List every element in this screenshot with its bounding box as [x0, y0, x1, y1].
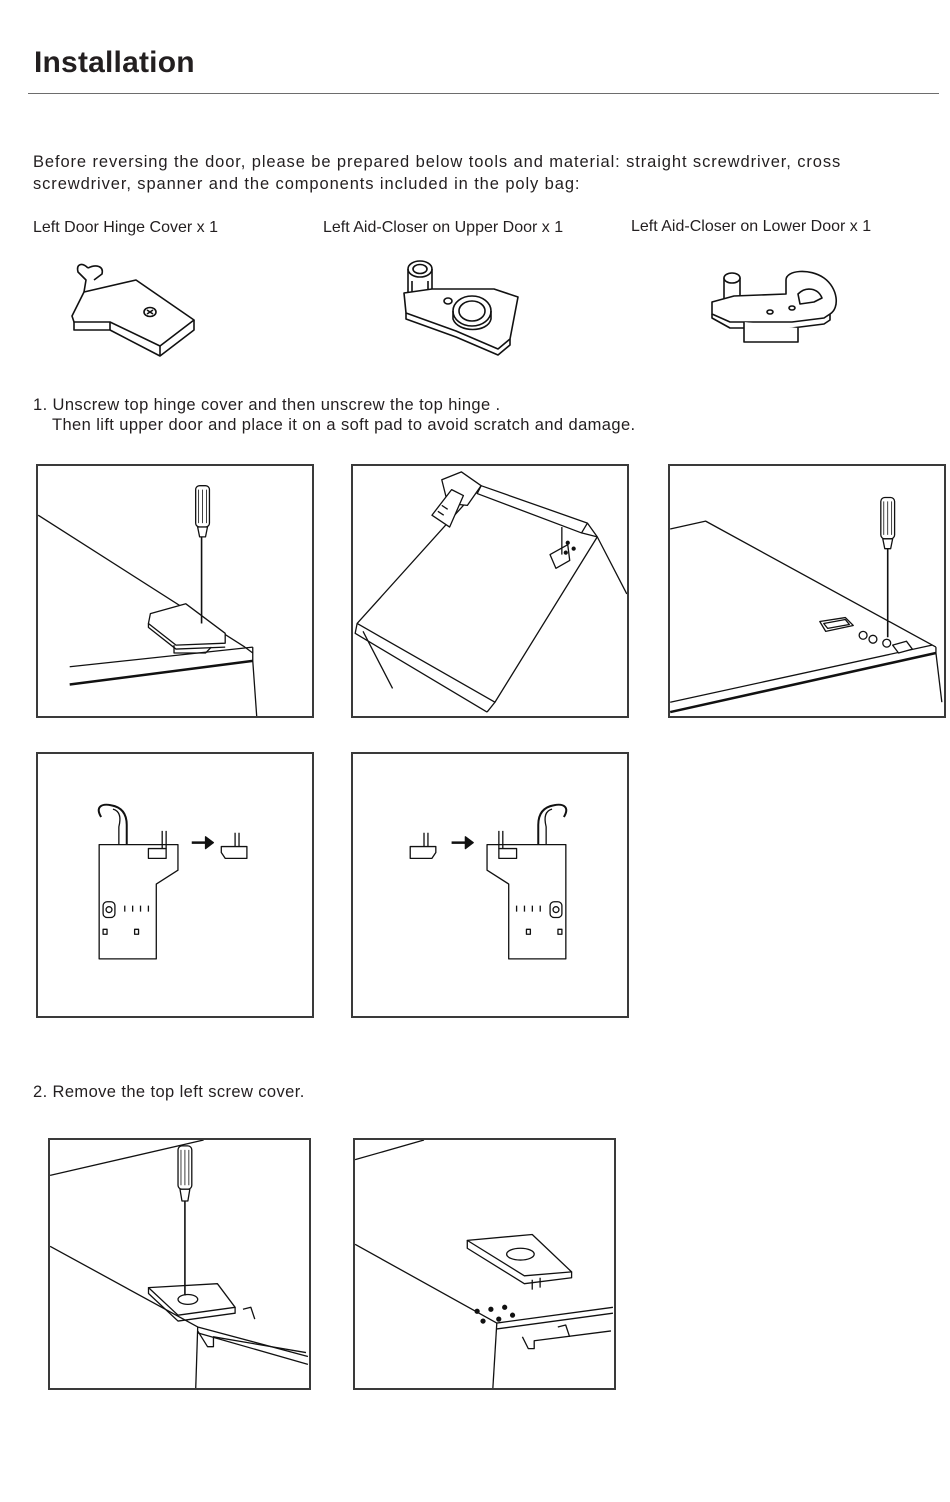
lower-aid-closer-icon: [706, 264, 842, 348]
step-2-figure-screw-cover-removed: [353, 1138, 616, 1390]
title-divider: [28, 93, 939, 94]
step-1-figure-lift-door: [351, 464, 629, 718]
step-1-figure-hinge-swap-right: [351, 752, 629, 1018]
part-label-hinge-cover: Left Door Hinge Cover x 1: [33, 219, 218, 236]
intro-text-line-2: screwdriver, spanner and the components included in the poly bag:: [33, 175, 581, 193]
intro-text-line-1: Before reversing the door, please be prepared below tools and material: straight screwdriver, cross: [33, 153, 842, 171]
upper-aid-closer-icon: [398, 253, 522, 361]
step-1-figure-hinge-swap-left: [36, 752, 314, 1018]
step-1-line-2: Then lift upper door and place it on a soft pad to avoid scratch and damage.: [52, 416, 636, 434]
step-1-line-1: 1. Unscrew top hinge cover and then unscrew the top hinge .: [33, 396, 501, 414]
part-label-upper-aid-closer: Left Aid-Closer on Upper Door x 1: [323, 219, 564, 236]
hinge-cover-icon: [66, 258, 200, 362]
step-1-figure-unscrew-hinge: [668, 464, 946, 718]
step-1-figure-unscrew-cover: [36, 464, 314, 718]
step-2-line-1: 2. Remove the top left screw cover.: [33, 1083, 305, 1101]
step-2-figure-unscrew-screw-cover: [48, 1138, 311, 1390]
page-title: Installation: [34, 46, 195, 79]
part-label-lower-aid-closer: Left Aid-Closer on Lower Door x 1: [631, 218, 872, 235]
